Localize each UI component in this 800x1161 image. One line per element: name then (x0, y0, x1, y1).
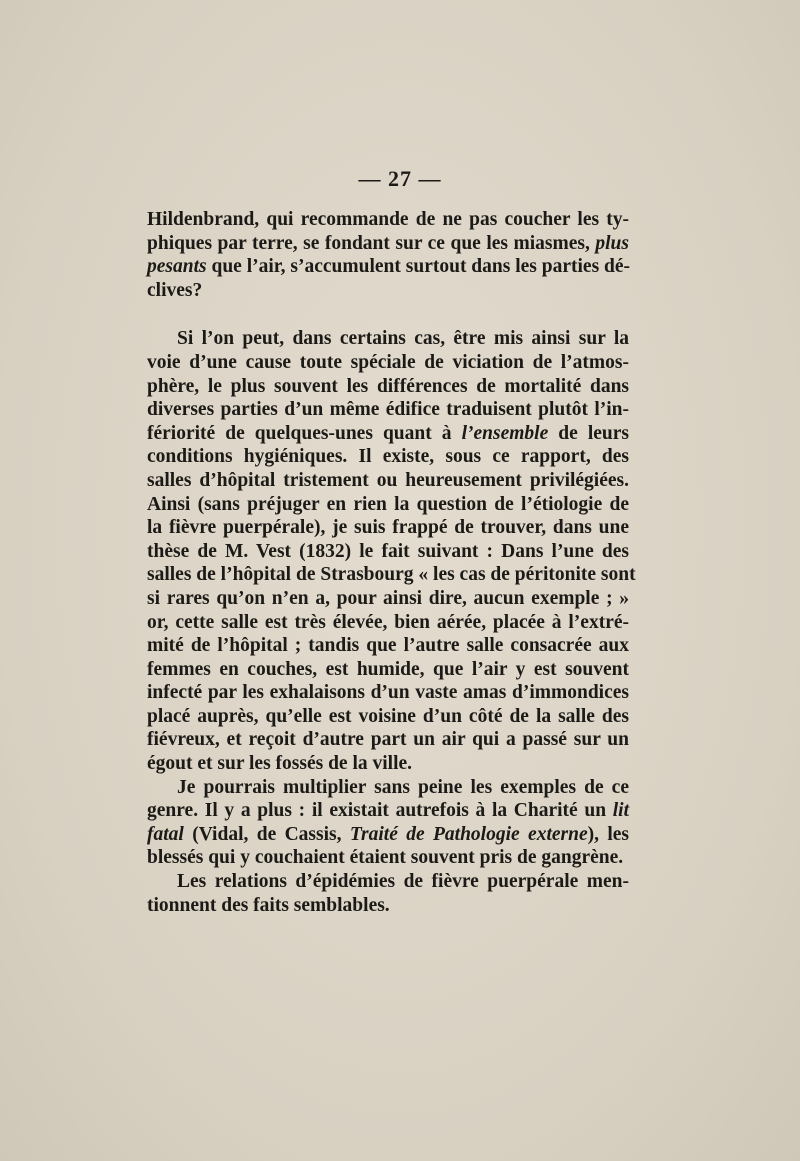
paragraph (147, 208, 629, 302)
text-line: clives? (147, 279, 203, 301)
text-line: conditions hygiéniques. Il existe, sous ce rapport, des (147, 446, 629, 468)
text-line: tionnent des faits semblables. (147, 894, 390, 916)
text-line: voie d’une cause toute spéciale de viciation de l’atmos- (147, 351, 629, 373)
text-line: genre. Il y a plus : il existait autrefois à la Charité un lit (147, 800, 629, 822)
text-line: fiévreux, et reçoit d’autre part un air qui a passé sur un (147, 729, 629, 751)
text-line: femmes en couches, est humide, que l’air y est souvent (147, 658, 629, 680)
paragraph (147, 870, 629, 917)
text-line: Les relations d’épidémies de fièvre puerpérale men- (177, 871, 629, 893)
text-line: infecté par les exhalaisons d’un vaste amas d’immondices (147, 682, 629, 704)
text-line: placé auprès, qu’elle est voisine d’un côté de la salle des (147, 705, 629, 727)
text-line: Ainsi (sans préjuger en rien la question de l’étiologie de (147, 493, 629, 515)
text-line: salles de l’hôpital de Strasbourg « les cas de péritonite sont (147, 564, 636, 586)
italic-term: l’ensemble (461, 422, 549, 444)
text-line: diverses parties d’un même édifice traduisent plutôt l’in- (147, 399, 629, 421)
italic-term: pesants (147, 256, 207, 278)
text-line: phère, le plus souvent les différences de mortalité dans (147, 375, 629, 397)
text-line: fatal (Vidal, de Cassis, Traité de Pathologie externe), les (147, 823, 630, 845)
text-line: pesants que l’air, s’accumulent surtout dans les parties dé- (147, 256, 631, 278)
text-line: Si l’on peut, dans certains cas, être mis ainsi sur la (177, 328, 629, 350)
italic-term: plus (595, 232, 629, 254)
text-line: Hildenbrand, qui recommande de ne pas coucher les ty- (147, 209, 629, 230)
text-line: égout et sur les fossés de la ville. (147, 753, 413, 775)
text-line: phiques par terre, se fondant sur ce que les miasmes, plus (147, 232, 629, 254)
italic-term: lit (612, 800, 629, 822)
text-line: salles d’hôpital tristement ou heureusement privilégiées. (147, 469, 629, 491)
text-line: fériorité de quelques-unes quant à l’ensemble de leurs (147, 422, 629, 444)
text-line: si rares qu’on n’en a, pour ainsi dire, aucun exemple ; » (147, 587, 629, 609)
italic-term: fatal (147, 823, 184, 845)
paragraph-gap (147, 302, 629, 327)
text-line: blessés qui y couchaient étaient souvent pris de gangrène. (147, 847, 624, 869)
italic-term: Traité de Pathologie externe (349, 823, 588, 845)
text-line: thèse de M. Vest (1832) le fait suivant : Dans l’une des (147, 540, 629, 562)
paragraph (147, 327, 636, 775)
text-line: mité de l’hôpital ; tandis que l’autre salle consacrée aux (147, 635, 629, 657)
body-text (147, 208, 636, 917)
text-line: la fièvre puerpérale), je suis frappé de trouver, dans une (147, 517, 629, 539)
paragraph (147, 776, 629, 870)
page-number: — 27 — (358, 166, 442, 191)
text-line: or, cette salle est très élevée, bien aérée, placée à l’extré- (147, 611, 629, 633)
text-line: Je pourrais multiplier sans peine les exemples de ce (177, 776, 629, 798)
